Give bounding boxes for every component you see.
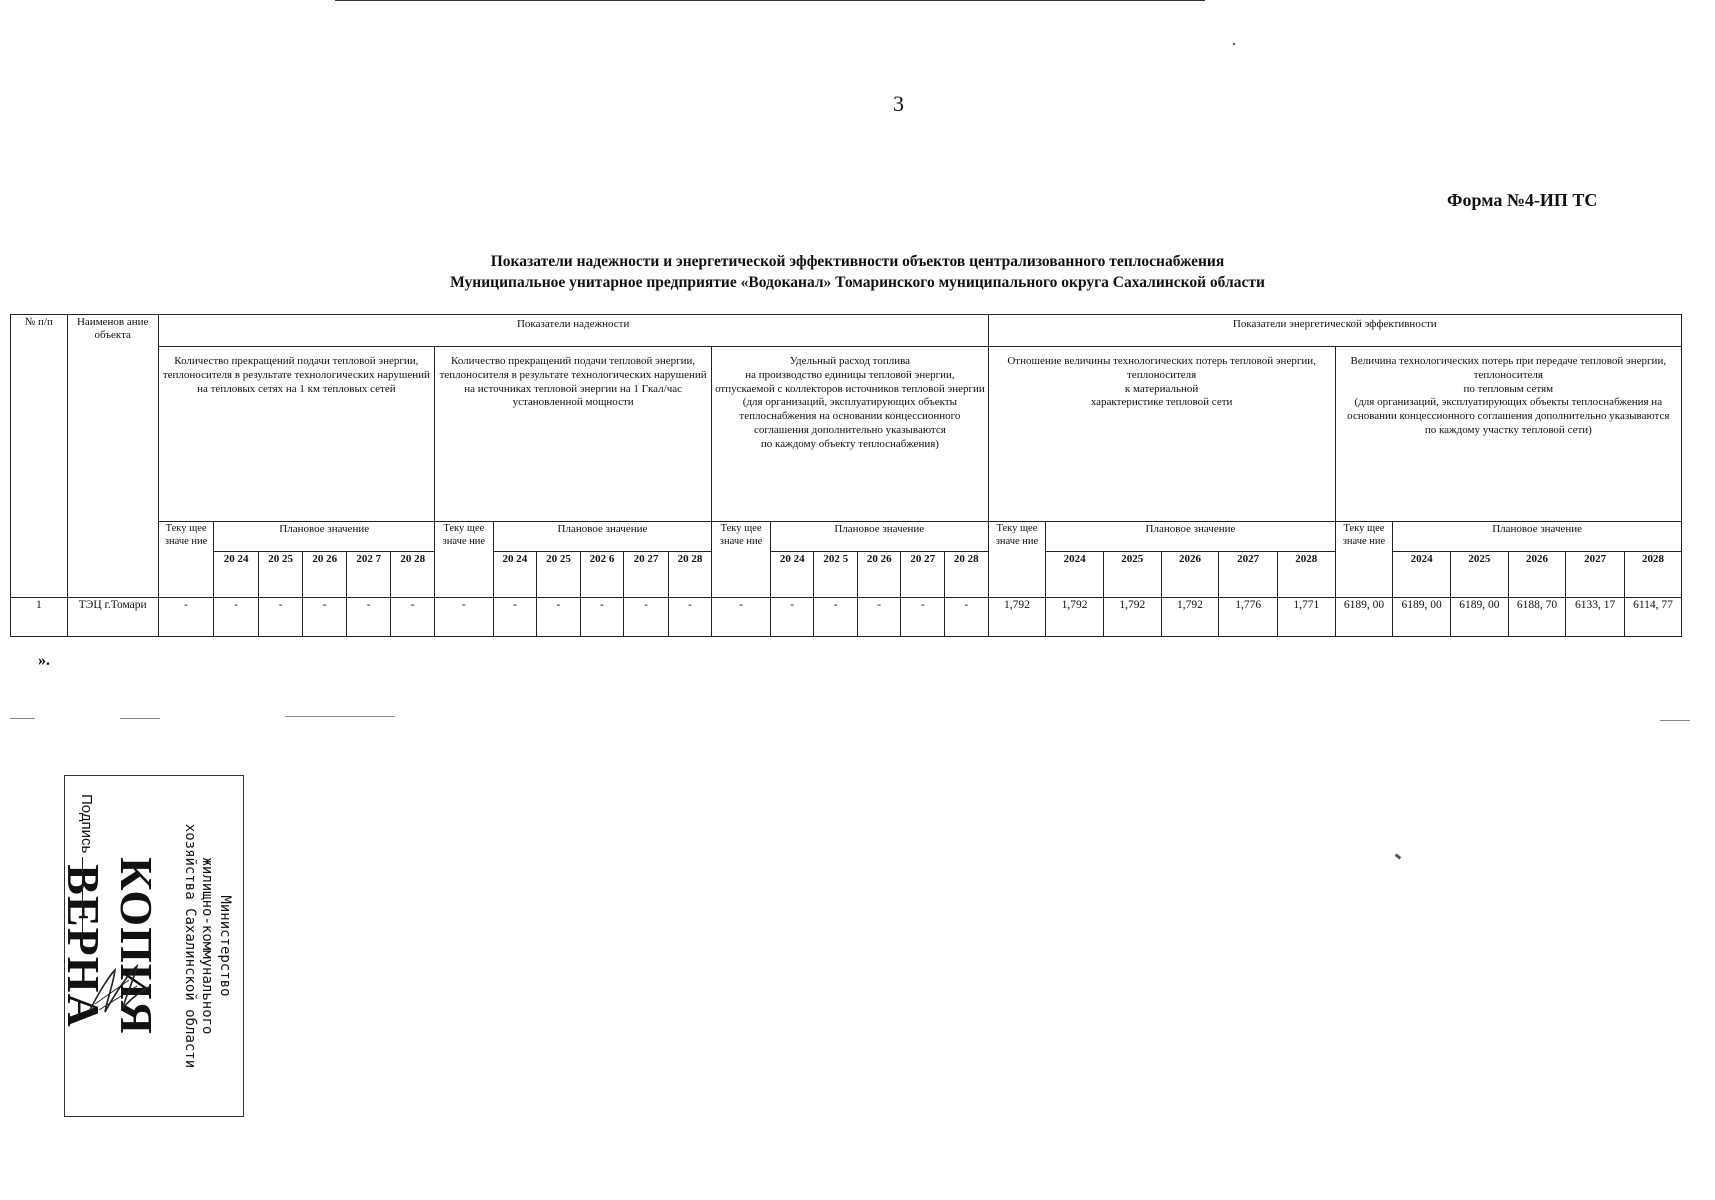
document-title-line-2: Муниципальное унитарное предприятие «Водоканал» Томаринского муниципального округа Сахалинской области <box>450 274 1265 291</box>
current-value-header: Теку щее значе ние <box>988 522 1046 598</box>
table-cell: - <box>668 598 712 637</box>
table-cell: - <box>346 598 391 637</box>
certified-copy-stamp <box>58 775 244 1117</box>
year-header: 20 28 <box>391 552 435 598</box>
year-header: 202 5 <box>814 552 858 598</box>
year-header: 2027 <box>1219 552 1278 598</box>
year-header: 2028 <box>1277 552 1335 598</box>
planned-value-header: Плановое значение <box>1393 522 1682 552</box>
handwritten-signature <box>85 960 155 1020</box>
indicator-5-header: Величина технологических потерь при передаче тепловой энергии, теплоносителя по тепловым сетям (для организаций, эксплуатирующих объекты теплоснабжения на основании концессионного соглашения дополнительно указываются по каждому участку тепловой сети) <box>1335 347 1681 522</box>
table-cell: - <box>391 598 435 637</box>
indicator-3-header: Удельный расход топлива на производство единицы тепловой энергии, отпускаемой с коллекторов источников тепловой энергии (для организаций, эксплуатирующих объекты теплоснабжения на основании концессионного соглашения дополнительно указываются по каждому объекту теплоснабжения) <box>712 347 988 522</box>
table-cell: 1,792 <box>1103 598 1161 637</box>
form-label: Форма №4-ИП ТС <box>1447 190 1598 210</box>
stamp-signature-label: Подпись <box>78 794 95 854</box>
indicator-2-header: Количество прекращений подачи тепловой энергии, теплоносителя в результате технологических нарушений на источниках тепловой энергии на 1 Гкал/час установленной мощности <box>434 347 711 522</box>
row-object-name: ТЭЦ г.Томари <box>67 598 158 637</box>
table-cell: - <box>712 598 771 637</box>
top-edge-line <box>335 0 1205 1</box>
table-cell: 6189, 00 <box>1393 598 1451 637</box>
table-cell: 1,776 <box>1219 598 1278 637</box>
table-cell: - <box>814 598 858 637</box>
year-header: 2024 <box>1046 552 1104 598</box>
year-header: 202 6 <box>580 552 624 598</box>
year-header: 20 24 <box>214 552 259 598</box>
year-header: 2026 <box>1161 552 1219 598</box>
current-value-header: Теку щее значе ние <box>434 522 493 598</box>
stamp-ministry-text: Министерство жилищно-коммунального хозяйства Сахалинской области <box>182 823 233 1069</box>
year-header: 2026 <box>1508 552 1566 598</box>
planned-value-header: Плановое значение <box>214 522 435 552</box>
table-cell: 6133, 17 <box>1566 598 1625 637</box>
table-cell: - <box>624 598 669 637</box>
table-cell: 1,792 <box>1046 598 1104 637</box>
table-cell: 6189, 00 <box>1335 598 1393 637</box>
scan-mark <box>1395 853 1402 859</box>
current-value-header: Теку щее значе ние <box>1335 522 1393 598</box>
closing-quote: ». <box>38 652 50 669</box>
table-cell: - <box>857 598 901 637</box>
year-header: 2027 <box>1566 552 1625 598</box>
table-cell: - <box>770 598 814 637</box>
table-cell: - <box>945 598 989 637</box>
group-efficiency: Показатели энергетической эффективности <box>988 315 1681 347</box>
year-header: 20 25 <box>537 552 581 598</box>
table-cell: 1,771 <box>1277 598 1335 637</box>
indicators-table <box>10 314 1682 637</box>
year-header: 2024 <box>1393 552 1451 598</box>
year-header: 20 28 <box>668 552 712 598</box>
scan-mark <box>1660 720 1690 721</box>
signature-underline <box>82 857 83 947</box>
table-cell: 6114, 77 <box>1625 598 1682 637</box>
table-cell: - <box>303 598 347 637</box>
table-cell: - <box>493 598 537 637</box>
year-header: 2025 <box>1450 552 1508 598</box>
page-number: 3 <box>893 91 904 116</box>
scan-mark <box>120 718 160 719</box>
planned-value-header: Плановое значение <box>1046 522 1335 552</box>
year-header: 20 26 <box>857 552 901 598</box>
table-cell: - <box>214 598 259 637</box>
table-cell: 1,792 <box>1161 598 1219 637</box>
year-header: 20 27 <box>901 552 945 598</box>
year-header: 20 24 <box>770 552 814 598</box>
planned-value-header: Плановое значение <box>770 522 988 552</box>
year-header: 20 26 <box>303 552 347 598</box>
year-header: 2028 <box>1625 552 1682 598</box>
row-number: 1 <box>11 598 68 637</box>
header-object-name: Наименов ание объекта <box>67 315 158 598</box>
stamp-signature-line <box>78 794 95 947</box>
year-header: 2025 <box>1103 552 1161 598</box>
year-header: 20 27 <box>624 552 669 598</box>
table-cell: - <box>901 598 945 637</box>
year-header: 20 28 <box>945 552 989 598</box>
table-cell: 1,792 <box>988 598 1046 637</box>
group-reliability: Показатели надежности <box>158 315 988 347</box>
scan-mark <box>1233 43 1235 45</box>
table-row <box>11 598 1682 637</box>
current-value-header: Теку щее значе ние <box>158 522 214 598</box>
scan-mark <box>285 716 395 717</box>
stamp-content <box>58 776 243 1116</box>
year-header: 20 25 <box>258 552 303 598</box>
indicator-4-header: Отношение величины технологических потерь тепловой энергии, теплоносителя к материальной характеристике тепловой сети <box>988 347 1335 522</box>
table-cell: 6189, 00 <box>1450 598 1508 637</box>
header-number: № п/п <box>11 315 68 598</box>
current-value-header: Теку щее значе ние <box>712 522 771 598</box>
year-header: 20 24 <box>493 552 537 598</box>
table-cell: - <box>158 598 214 637</box>
indicator-1-header: Количество прекращений подачи тепловой энергии, теплоносителя в результате технологических нарушений на тепловых сетях на 1 км тепловых сетей <box>158 347 434 522</box>
year-header: 202 7 <box>346 552 391 598</box>
table-cell: - <box>434 598 493 637</box>
scan-mark <box>10 718 35 719</box>
table-cell: - <box>258 598 303 637</box>
table-cell: - <box>580 598 624 637</box>
document-title-line-1: Показатели надежности и энергетической эффективности объектов централизованного теплоснабжения <box>490 253 1225 270</box>
stamp-copy-text: КОПИЯ ВЕРНА <box>58 857 162 1035</box>
planned-value-header: Плановое значение <box>493 522 712 552</box>
table-cell: - <box>537 598 581 637</box>
table-cell: 6188, 70 <box>1508 598 1566 637</box>
